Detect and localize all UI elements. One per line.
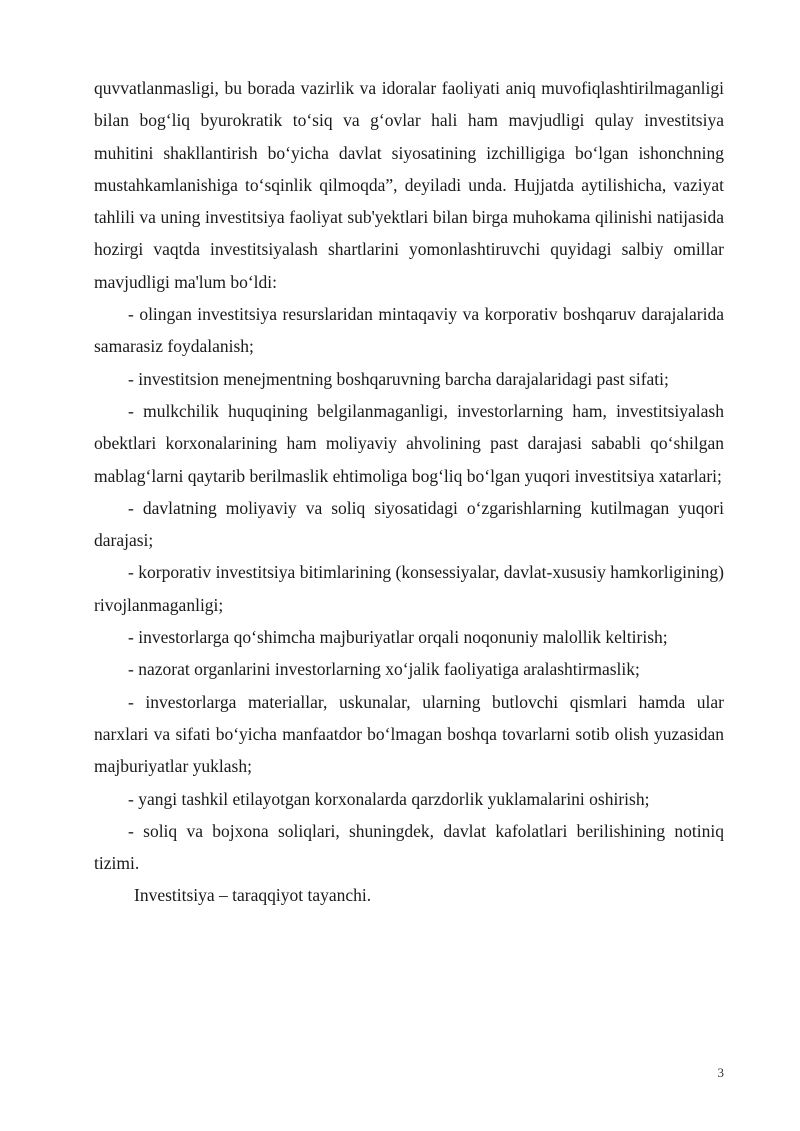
intro-paragraph: quvvatlanmasligi, bu borada vazirlik va idoralar faoliyati aniq muvofiqlashtirilmaganligi bilan bog‘liq byurokratik to‘siq va g‘ovlar hali ham mavjudligi qulay investitsiya muhitini shakllantirish bo‘yicha davlat siyosatining izchilligiga bo‘lgan ishonchning mustahkamlanishiga to‘sqinlik qilmoqda”, deyiladi unda. Hujjatda aytilishicha, vaziyat tahlili va uning investitsiya faoliyat sub'yektlari bilan birga muhokama qilinishi natijasida hozirgi vaqtda investitsiyalash shartlarini yomonlashtiruvchi quyidagi salbiy omillar mavjudligi ma'lum bo‘ldi: [94, 78, 724, 292]
page-number: 3 [717, 1065, 724, 1080]
list-item: - investorlarga materiallar, uskunalar, ularning butlovchi qismlari hamda ular narxlari va sifati bo‘yicha manfaatdor bo‘lmagan boshqa tovarlarni sotib olish yuzasidan majburiyatlar yuklash; [94, 691, 724, 777]
list-item: - korporativ investitsiya bitimlarining (konsessiyalar, davlat-xususiy hamkorligining) rivojlanmaganligi; [94, 562, 724, 615]
list-item: - soliq va bojxona soliqlari, shuningdek, davlat kafolatlari berilishining notiniq tizimi. [94, 820, 724, 874]
list-item: - davlatning moliyaviy va soliq siyosatidagi o‘zgarishlarning kutilmagan yuqori darajasi; [94, 497, 724, 551]
list-item: - mulkchilik huquqining belgilanmaganligi, investorlarning ham, investitsiyalash obektlari korxonalarining ham moliyaviy ahvolining past darajasi sababli qo‘shilgan mablag‘larni qaytarib berilmaslik ehtimoliga bog‘liq bo‘lgan yuqori investitsiya xatarlari; [94, 400, 724, 486]
document-body [94, 72, 724, 912]
list-item: - investitsion menejmentning boshqaruvning barcha darajalaridagi past sifati; [128, 368, 669, 389]
list-item: - investorlarga qo‘shimcha majburiyatlar orqali noqonuniy malollik keltirish; [128, 627, 668, 648]
list-item: - nazorat organlarini investorlarning xo‘jalik faoliyatiga aralashtirmaslik; [128, 659, 640, 680]
list-item: - olingan investitsiya resurslaridan mintaqaviy va korporativ boshqaruv darajalarida samarasiz foydalanish; [94, 304, 724, 357]
section-heading: Investitsiya – taraqqiyot tayanchi. [134, 885, 372, 906]
list-item: - yangi tashkil etilayotgan korxonalarda qarzdorlik yuklamalarini oshirish; [128, 788, 650, 809]
